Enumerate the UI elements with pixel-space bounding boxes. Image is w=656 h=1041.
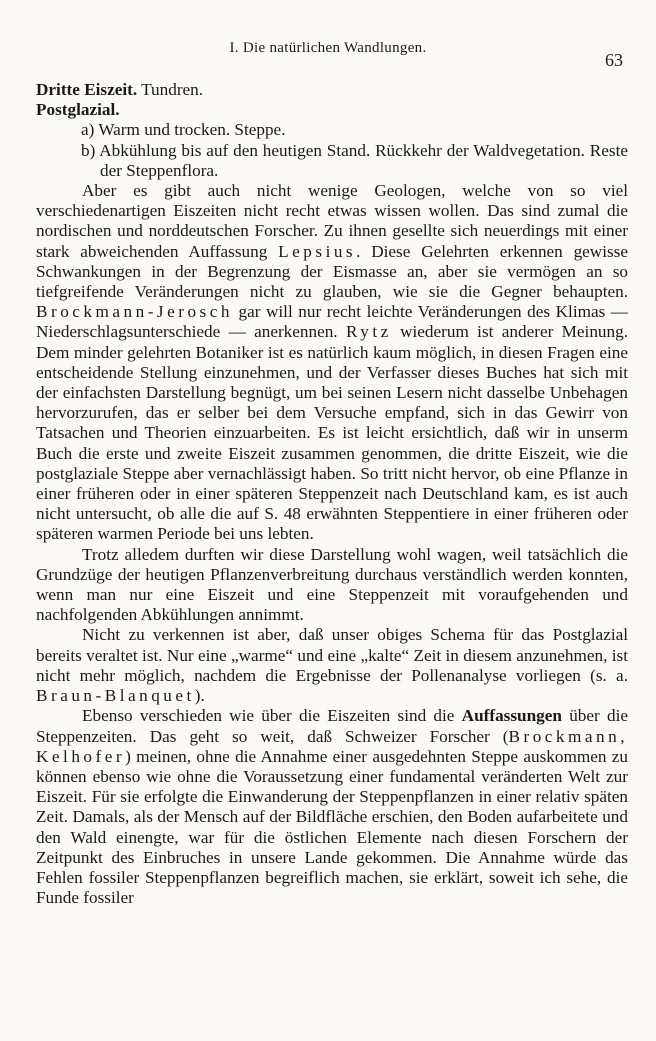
list-item-b: b) Abkühlung bis auf den heutigen Stand. Rückkehr der Waldvegetation. Reste der Steppenflora. <box>81 140 628 180</box>
p4-text-a: Ebenso verschieden wie über die Eiszeiten sind die <box>82 706 462 726</box>
p4-text-b: über die Steppenzeiten. Das geht so weit, daß Schweizer Forscher ( <box>36 706 629 746</box>
body-text <box>36 80 628 908</box>
paragraph-2: Trotz alledem durften wir diese Darstellung wohl wagen, weil tatsächlich die Grundzüge der heutigen Pflanzenverbreitung durchaus verständlich werden konnten, wenn man nur eine Eiszeit und eine Steppenzeit mit voraufgehenden und nachfolgenden Abkühlungen annimmt. <box>36 544 628 625</box>
p1-text-a: Aber es gibt auch nicht wenige Geologen, welche von so viel verschiedenartigen Eiszeiten nicht recht etwas wissen wollen. Das sind zumal die nordischen und norddeutschen Forscher. Zu ihnen gesellte sich neuerdings mit einer stark abweichenden Auffassung <box>36 181 628 261</box>
p3-text-a: Nicht zu verkennen ist aber, daß unser obiges Schema für das Postglazial bereits veraltet ist. Nur eine „warme“ und eine „kalte“ Zeit in diesem anzunehmen, ist nicht mehr möglich, nachdem die Ergebnisse der Pollenanalyse vorliegen (s. a. <box>36 625 628 685</box>
heading-dritte-eiszeit: Dritte Eiszeit. <box>36 80 138 99</box>
names-brockmann-kelhofer: Brockmann, Kelhofer <box>36 726 628 766</box>
name-rytz: Rytz <box>345 322 392 342</box>
paragraph-4 <box>36 706 628 908</box>
name-lepsius: Lepsius <box>278 241 357 261</box>
term-auffassungen: Auffassungen <box>461 706 562 726</box>
p1-text-c: gar will nur recht leichte Veränderungen des Klimas — Niederschlagsunterschiede — anerkennen. <box>36 302 628 342</box>
running-title: I. Die natürlichen Wandlungen. <box>229 40 427 56</box>
name-brockmann-jerosch: Brockmann-Jerosch <box>36 302 233 322</box>
p1-text-d: wiederum ist anderer Meinung. Dem minder gelehrten Botaniker ist es natürlich kaum möglich, in diesen Fragen eine entscheidende Stellung einzunehmen, und der Verfasser dieses Buches hat sich mit der einfachsten Darstellung begnügt, um bei seinen Lesern nicht dasselbe Unbehagen hervorzurufen, das er selber bei dem Versuche empfand, sich in das Gewirr von Tatsachen und Theorien einzuarbeiten. Es ist leicht ersichtlich, daß wir in unserm Buch die erste und zweite Eiszeit zusammen genommen, die dritte Eiszeit, wie die postglaziale Steppe aber vernachlässigt haben. So tritt nicht hervor, ob eine Pflanze in einer früheren oder in einer späteren Steppenzeit nach Deutschland kam, es ist auch nicht untersucht, ob alle die auf S. 48 erwähnten Steppentiere in einer früheren oder späteren warmen Periode bei uns lebten. <box>36 322 629 544</box>
p3-text-b: ). <box>194 686 205 706</box>
section-heading-2: Postglazial. <box>36 100 120 120</box>
p1-text-b: . Diese Gelehrten erkennen gewisse Schwankungen in der Begrenzung der Eismasse an, aber sie vermögen an so tiefgreifende Veränderungen nicht zu glauben, wie sie die Gegner behaupten. <box>36 241 628 302</box>
name-braun-blanquet: Braun-Blanquet <box>36 686 195 706</box>
page-number: 63 <box>605 50 623 70</box>
paragraph-3 <box>36 625 628 706</box>
list-item-a: a) Warm und trocken. Steppe. <box>81 120 286 140</box>
section-heading-1 <box>36 80 628 100</box>
heading-tundren: Tundren. <box>137 80 204 99</box>
paragraph-1 <box>36 181 628 545</box>
p4-text-c: ) meinen, ohne die Annahme einer ausgedehnten Steppe auskommen zu können ebenso wie ohne die Voraussetzung einer fundamental veränderten Welt zur Eiszeit. Für sie erfolgte die Einwanderung der Steppenpflanzen in einer relativ späten Zeit. Damals, als der Mensch auf der Bildfläche erschien, den Boden aufarbeitete und den Wald einengte, war für die östlichen Elemente nach diesen Forschern der Zeitpunkt des Einbruches in unsere Lande gekommen. Die Annahme würde das Fehlen fossiler Steppenpflanzen begreiflich machen, sie erklärt, soweit ich sehe, die Funde fossiler <box>36 746 628 908</box>
